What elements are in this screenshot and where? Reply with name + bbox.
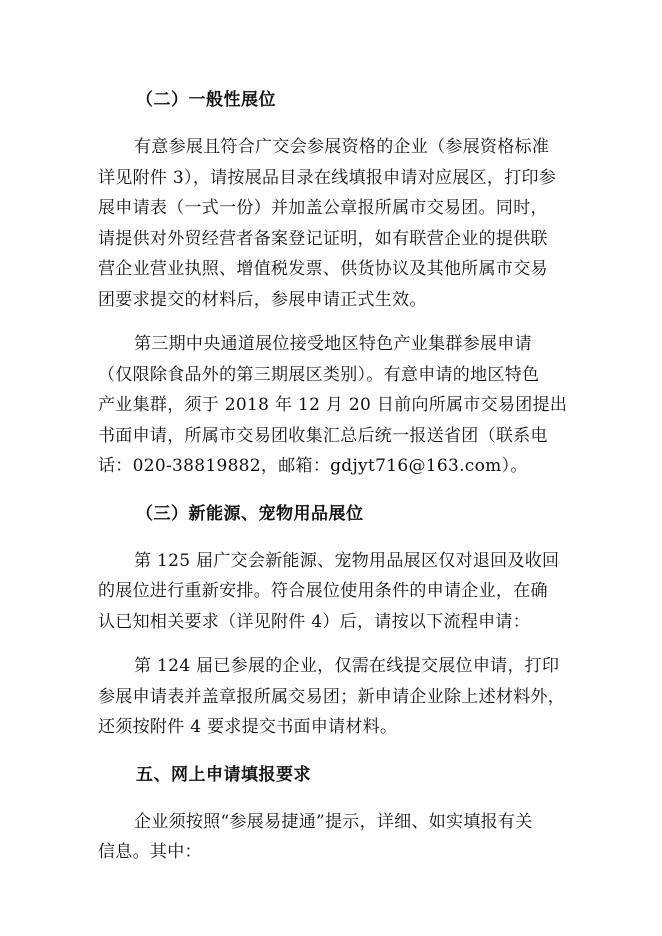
text-line: 第 124 届已参展的企业，仅需在线提交展位申请，打印 xyxy=(134,656,560,676)
section-heading-general-booth: （二）一般性展位 xyxy=(136,90,276,110)
section-heading-online-application-requirements: 五、网上申请填报要求 xyxy=(136,764,311,785)
text-line: 的展位进行重新安排。符合展位使用条件的申请企业，在确 xyxy=(98,581,548,601)
text-line: 第 125 届广交会新能源、宠物用品展区仅对退回及收回 xyxy=(134,550,560,571)
text-line: 请提供对外贸经营者备案登记证明，如有联营企业的提供联 xyxy=(98,228,548,249)
paragraph-online-form-instructions xyxy=(98,807,570,868)
text-line: 展申请表（一式一份）并加盖公章报所属市交易团。同时， xyxy=(98,198,548,218)
paragraph-general-booth-application xyxy=(98,132,570,315)
text-line: （仅限除食品外的第三期展区类别）。有意申请的地区特色 xyxy=(98,364,540,385)
text-line: 产业集群，须于 2018 年 12 月 20 日前向所属市交易团提出 xyxy=(98,395,568,415)
text-line: 认已知相关要求（详见附件 4）后，请按以下流程申请： xyxy=(98,611,531,632)
text-line: 第三期中央通道展位接受地区特色产业集群参展申请 xyxy=(134,334,532,354)
text-line: 企业须按照“参展易捷通”提示，详细、如实填报有关 xyxy=(134,811,533,832)
text-line: 营企业营业执照、增值税发票、供货协议及其他所属市交易 xyxy=(98,259,548,279)
paragraph-industry-cluster-application xyxy=(98,329,570,482)
text-line: 有意参展且符合广交会参展资格的企业（参展资格标准 xyxy=(134,137,550,157)
text-line: 团要求提交的材料后，参展申请正式生效。 xyxy=(98,289,427,310)
text-line: 详见附件 3），请按展品目录在线填报申请对应展区，打印参 xyxy=(98,167,557,188)
text-line: 信息。其中： xyxy=(98,842,202,862)
text-line: 话：020-38819882，邮箱：gdjyt716@163.com）。 xyxy=(98,456,528,476)
document-page xyxy=(98,82,570,882)
text-line: 还须按附件 4 要求提交书面申请材料。 xyxy=(98,717,398,737)
section-heading-new-energy-pet-booth: （三）新能源、宠物用品展位 xyxy=(136,503,364,524)
text-line: 书面申请，所属市交易团收集汇总后统一报送省团（联系电 xyxy=(98,425,548,446)
text-line: 参展申请表并盖章报所属交易团；新申请企业除上述材料外， xyxy=(98,686,566,707)
paragraph-previous-exhibitor-process xyxy=(98,651,570,743)
paragraph-new-energy-pet-rearrangement xyxy=(98,546,570,638)
